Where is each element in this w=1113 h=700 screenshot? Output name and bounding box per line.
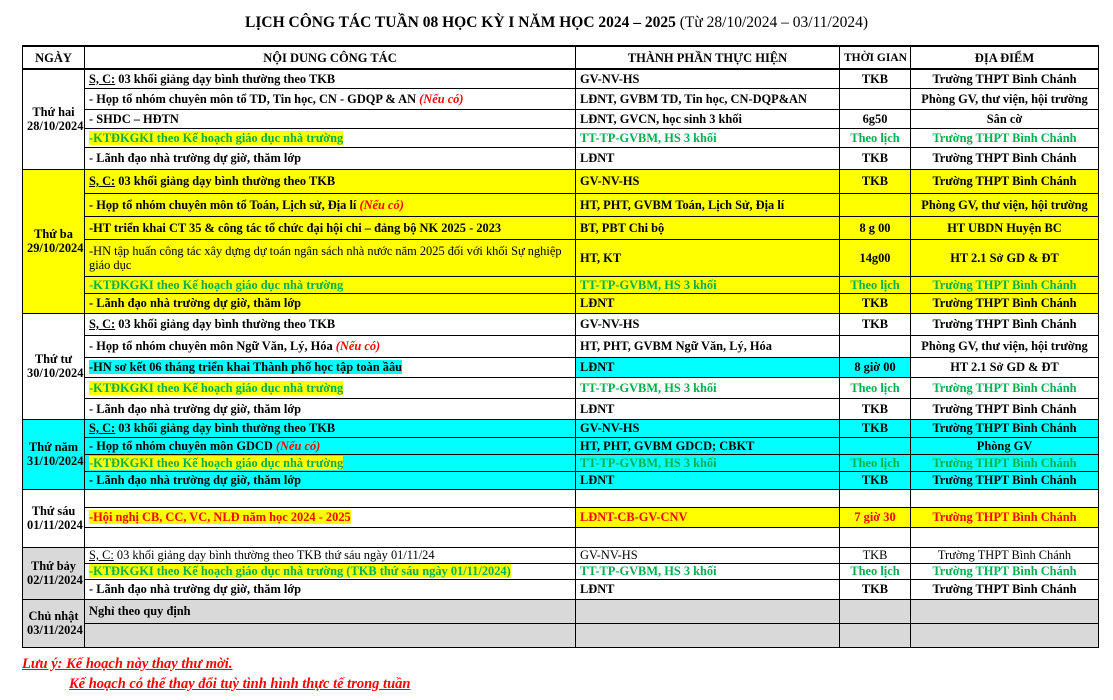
table-row: [23, 599, 1099, 623]
table-row: [23, 527, 1099, 547]
location-cell: Trường THPT Bình Chánh: [911, 128, 1099, 147]
content-cell: - Lãnh đạo nhà trường dự giờ, thăm lớp: [85, 398, 576, 419]
location-cell: Trường THPT Bình Chánh: [911, 169, 1099, 193]
participants-cell: [576, 623, 840, 647]
location-cell: Trường THPT Bình Chánh: [911, 419, 1099, 437]
title-main: LỊCH CÔNG TÁC TUẦN 08 HỌC KỲ I NĂM HỌC 2024 – 2025: [245, 14, 676, 31]
optional-note: (Nếu có): [275, 438, 321, 453]
content-cell: -HT triển khai CT 35 & công tác tổ chức đại hội chi – đảng bộ NK 2025 - 2023: [85, 216, 576, 239]
participants-cell: LĐNT: [576, 471, 840, 489]
location-cell: [911, 489, 1099, 507]
location-cell: Trường THPT Bình Chánh: [911, 276, 1099, 293]
time-cell: Theo lịch: [840, 563, 911, 579]
time-cell: 14g00: [840, 239, 911, 276]
header-row: [23, 46, 1099, 69]
participants-cell: LĐNT: [576, 293, 840, 313]
participants-cell: [576, 599, 840, 623]
time-cell: TKB: [840, 419, 911, 437]
participants-cell: LĐNT, GVCN, học sinh 3 khối: [576, 109, 840, 128]
day-date: 30/10/2024: [27, 366, 84, 380]
table-row: [23, 293, 1099, 313]
participants-cell: LĐNT, GVBM TD, Tin học, CN-DQP&AN: [576, 88, 840, 109]
content-cell: S, C: 03 khối giảng dạy bình thường theo TKB: [85, 313, 576, 335]
time-cell: 7 giờ 30: [840, 507, 911, 527]
participants-cell: TT-TP-GVBM, HS 3 khối: [576, 377, 840, 398]
location-cell: Trường THPT Bình Chánh: [911, 579, 1099, 599]
table-row: [23, 357, 1099, 377]
schedule-table: [22, 45, 1099, 648]
table-row: [23, 239, 1099, 276]
day-cell-sunday: [23, 599, 85, 647]
time-cell: [840, 335, 911, 357]
time-cell: TKB: [840, 69, 911, 88]
time-cell: [840, 599, 911, 623]
optional-note: (Nếu có): [419, 91, 464, 106]
table-row: [23, 335, 1099, 357]
location-cell: HT 2.1 Sở GD & ĐT: [911, 239, 1099, 276]
table-row: [23, 147, 1099, 169]
table-row: [23, 216, 1099, 239]
table-row: [23, 169, 1099, 193]
header-day: NGÀY: [23, 46, 85, 69]
participants-cell: GV-NV-HS: [576, 547, 840, 563]
content-cell: -HN sơ kết 06 tháng triển khai Thành phố học tập toàn ầâu: [85, 357, 576, 377]
header-time: THỜI GIAN: [840, 46, 911, 69]
day-date: 01/11/2024: [27, 518, 83, 532]
day-name: Chủ nhật: [28, 609, 79, 623]
location-cell: [911, 527, 1099, 547]
title-date-range: (Từ 28/10/2024 – 03/11/2024): [679, 14, 868, 31]
location-cell: Trường THPT Bình Chánh: [911, 293, 1099, 313]
time-cell: [840, 527, 911, 547]
time-cell: [840, 489, 911, 507]
time-cell: Theo lịch: [840, 454, 911, 471]
location-cell: [911, 623, 1099, 647]
participants-cell: GV-NV-HS: [576, 419, 840, 437]
note-line-1: Lưu ý: Kế hoạch này thay thư mời.: [22, 656, 233, 672]
participants-cell: HT, KT: [576, 239, 840, 276]
content-cell: - Họp tổ nhóm chuyên môn Ngữ Văn, Lý, Hóa (Nếu có): [85, 335, 576, 357]
table-row: [23, 563, 1099, 579]
time-cell: Theo lịch: [840, 377, 911, 398]
location-cell: HT 2.1 Sở GD & ĐT: [911, 357, 1099, 377]
table-row: [23, 579, 1099, 599]
content-cell: S, C: 03 khối giảng dạy bình thường theo TKB: [85, 169, 576, 193]
optional-note: (Nếu có): [359, 197, 404, 212]
participants-cell: HT, PHT, GVBM Toán, Lịch Sử, Địa lí: [576, 193, 840, 216]
location-cell: [911, 599, 1099, 623]
participants-cell: TT-TP-GVBM, HS 3 khối: [576, 563, 840, 579]
participants-cell: TT-TP-GVBM, HS 3 khối: [576, 454, 840, 471]
day-name: Thứ năm: [28, 440, 79, 454]
participants-cell: LĐNT: [576, 579, 840, 599]
table-row: [23, 193, 1099, 216]
day-date: 03/11/2024: [27, 623, 83, 637]
content-cell: - Họp tổ nhóm chuyên môn tổ TD, Tin học, CN - GDQP & AN (Nếu có): [85, 88, 576, 109]
table-row: [23, 471, 1099, 489]
location-cell: Phòng GV, thư viện, hội trường: [911, 88, 1099, 109]
content-cell: S, C: 03 khối giảng dạy bình thường theo TKB: [85, 69, 576, 88]
location-cell: Trường THPT Bình Chánh: [911, 398, 1099, 419]
day-cell-tuesday: [23, 169, 85, 313]
time-cell: [840, 623, 911, 647]
day-date: 29/10/2024: [27, 241, 84, 255]
table-row: [23, 109, 1099, 128]
day-cell-monday: [23, 69, 85, 169]
content-cell: - Lãnh đạo nhà trường dự giờ, thăm lớp: [85, 579, 576, 599]
time-cell: Theo lịch: [840, 128, 911, 147]
day-cell-thursday: [23, 419, 85, 489]
table-row: [23, 547, 1099, 563]
time-cell: 8 g 00: [840, 216, 911, 239]
table-row: [23, 313, 1099, 335]
location-cell: Phòng GV, thư viện, hội trường: [911, 335, 1099, 357]
day-name: Thứ ba: [34, 227, 73, 241]
participants-cell: TT-TP-GVBM, HS 3 khối: [576, 128, 840, 147]
location-cell: Phòng GV: [911, 437, 1099, 454]
day-date: 31/10/2024: [27, 454, 84, 468]
time-cell: TKB: [840, 547, 911, 563]
content-cell: S, C: 03 khối giảng dạy bình thường theo TKB thứ sáu ngày 01/11/24: [85, 547, 576, 563]
content-cell: - Lãnh đạo nhà trường dự giờ, thăm lớp: [85, 147, 576, 169]
table-row: [23, 489, 1099, 507]
content-cell: -KTĐKGKI theo Kế hoạch giáo dục nhà trường: [85, 276, 576, 293]
content-cell: S, C: 03 khối giảng dạy bình thường theo TKB: [85, 419, 576, 437]
content-cell: - Họp tổ nhóm chuyên môn tổ Toán, Lịch sử, Địa lí (Nếu có): [85, 193, 576, 216]
time-cell: TKB: [840, 579, 911, 599]
location-cell: Trường THPT Bình Chánh: [911, 69, 1099, 88]
time-cell: [840, 88, 911, 109]
content-cell: -KTĐKGKI theo Kế hoạch giáo dục nhà trường: [85, 454, 576, 471]
header-participants: THÀNH PHẦN THỰC HIỆN: [576, 46, 840, 69]
participants-cell: LĐNT: [576, 147, 840, 169]
note-line-2: Kế hoạch có thể thay đổi tuỳ tình hình thực tế trong tuần: [69, 676, 411, 692]
time-cell: 8 giờ 00: [840, 357, 911, 377]
time-cell: [840, 193, 911, 216]
table-row: [23, 398, 1099, 419]
participants-cell: GV-NV-HS: [576, 69, 840, 88]
content-cell: - Lãnh đạo nhà trường dự giờ, thăm lớp: [85, 293, 576, 313]
participants-cell: GV-NV-HS: [576, 313, 840, 335]
location-cell: Trường THPT Bình Chánh: [911, 313, 1099, 335]
table-row: [23, 377, 1099, 398]
content-cell: -KTĐKGKI theo Kế hoạch giáo dục nhà trường: [85, 377, 576, 398]
content-cell: - Lãnh đạo nhà trường dự giờ, thăm lớp: [85, 471, 576, 489]
location-cell: Trường THPT Bình Chánh: [911, 507, 1099, 527]
time-cell: [840, 437, 911, 454]
time-cell: TKB: [840, 147, 911, 169]
header-location: ĐỊA ĐIỂM: [911, 46, 1099, 69]
location-cell: Trường THPT Bình Chánh: [911, 377, 1099, 398]
table-row: [23, 419, 1099, 437]
time-cell: TKB: [840, 398, 911, 419]
table-row: [23, 623, 1099, 647]
time-cell: Theo lịch: [840, 276, 911, 293]
content-cell: -KTĐKGKI theo Kế hoạch giáo dục nhà trường (TKB thứ sáu ngày 01/11/2024): [85, 563, 576, 579]
time-cell: 6g50: [840, 109, 911, 128]
table-row: [23, 128, 1099, 147]
table-row: [23, 88, 1099, 109]
table-row: [23, 276, 1099, 293]
location-cell: HT UBDN Huyện BC: [911, 216, 1099, 239]
day-cell-wednesday: [23, 313, 85, 419]
time-cell: TKB: [840, 313, 911, 335]
location-cell: Trường THPT Bình Chánh: [911, 563, 1099, 579]
day-name: Thứ sáu: [31, 504, 76, 518]
participants-cell: HT, PHT, GVBM Ngữ Văn, Lý, Hóa: [576, 335, 840, 357]
participants-cell: TT-TP-GVBM, HS 3 khối: [576, 276, 840, 293]
day-name: Thứ tư: [34, 352, 73, 366]
optional-note: (Nếu có): [335, 339, 381, 353]
participants-cell: HT, PHT, GVBM GDCD; CBKT: [576, 437, 840, 454]
location-cell: Sân cờ: [911, 109, 1099, 128]
content-cell: -Hội nghị CB, CC, VC, NLĐ năm học 2024 - 2025: [85, 507, 576, 527]
location-cell: Trường THPT Bình Chánh: [911, 454, 1099, 471]
location-cell: Trường THPT Bình Chánh: [911, 547, 1099, 563]
day-cell-friday: [23, 489, 85, 547]
day-date: 28/10/2024: [27, 119, 84, 134]
table-row: [23, 454, 1099, 471]
day-name: Thứ bảy: [31, 559, 76, 573]
participants-cell: [576, 489, 840, 507]
participants-cell: LĐNT: [576, 357, 840, 377]
day-name: Thứ hai: [32, 105, 75, 120]
participants-cell: LĐNT: [576, 398, 840, 419]
participants-cell: [576, 527, 840, 547]
table-row: [23, 507, 1099, 527]
participants-cell: BT, PBT Chi bộ: [576, 216, 840, 239]
table-row: [23, 437, 1099, 454]
page-title: [0, 14, 1113, 32]
table-row: [23, 69, 1099, 88]
location-cell: Phòng GV, thư viện, hội trường: [911, 193, 1099, 216]
location-cell: Trường THPT Bình Chánh: [911, 147, 1099, 169]
participants-cell: LĐNT-CB-GV-CNV: [576, 507, 840, 527]
participants-cell: GV-NV-HS: [576, 169, 840, 193]
content-cell: [85, 489, 576, 507]
time-cell: TKB: [840, 471, 911, 489]
content-cell: [85, 527, 576, 547]
content-cell: -KTĐKGKI theo Kế hoạch giáo dục nhà trường: [85, 128, 576, 147]
day-date: 02/11/2024: [27, 573, 83, 587]
location-cell: Trường THPT Bình Chánh: [911, 471, 1099, 489]
header-content: NỘI DUNG CÔNG TÁC: [85, 46, 576, 69]
content-cell: - SHDC – HĐTN: [85, 109, 576, 128]
content-cell: Nghỉ theo quy định: [85, 599, 576, 623]
time-cell: TKB: [840, 169, 911, 193]
day-cell-saturday: [23, 547, 85, 599]
content-cell: [85, 623, 576, 647]
content-cell: - Họp tổ nhóm chuyên môn GDCD (Nếu có): [85, 437, 576, 454]
time-cell: TKB: [840, 293, 911, 313]
content-cell: -HN tập huấn công tác xây dựng dự toán ngân sách nhà nước năm 2025 đối với khối Sự nghiệp giáo dục: [85, 239, 576, 276]
